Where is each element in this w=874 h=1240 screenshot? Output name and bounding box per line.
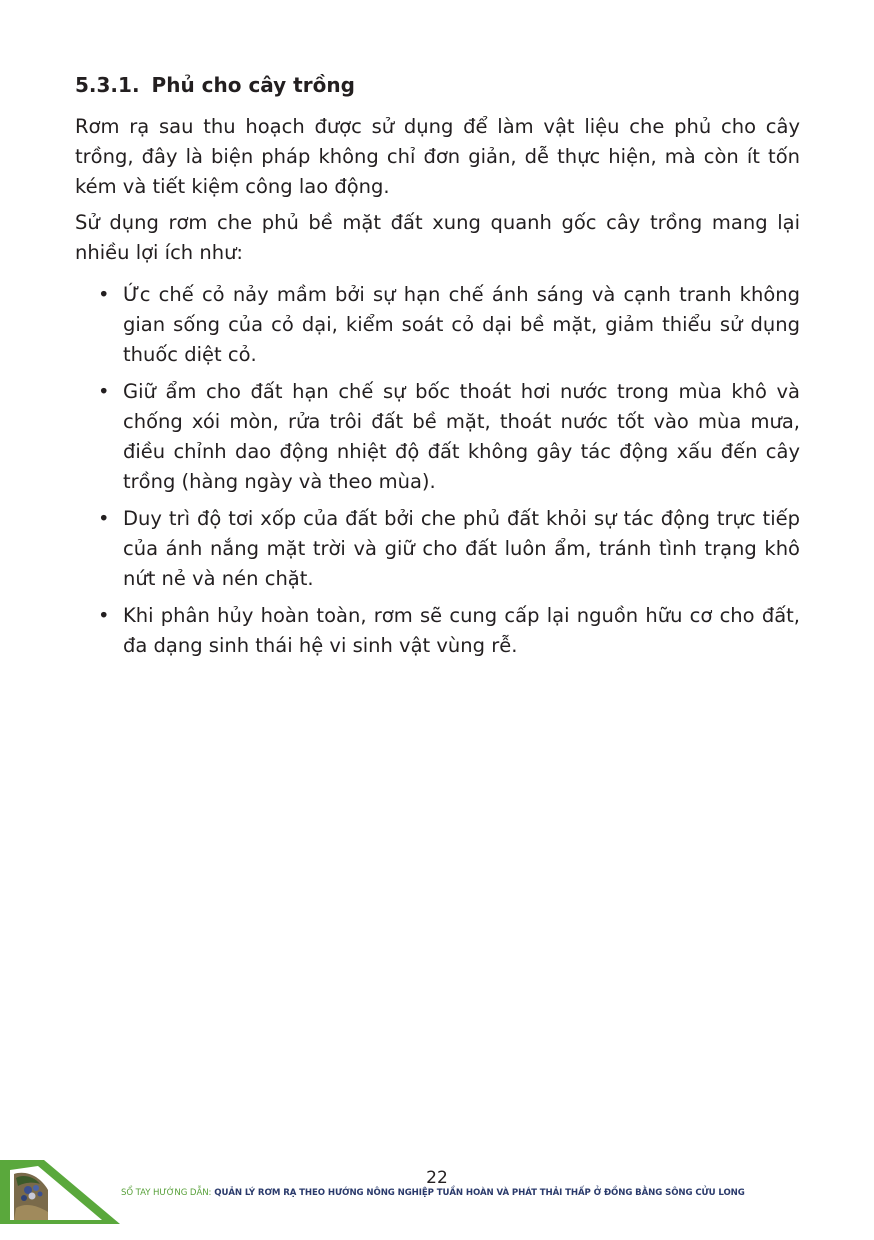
- list-item: [75, 280, 800, 370]
- intro-paragraph: Rơm rạ sau thu hoạch được sử dụng để làm vật liệu che phủ cho cây trồng, đây là biện pháp không chỉ đơn giản, dễ thực hiện, mà còn ít tốn kém và tiết kiệm công lao động.: [75, 115, 800, 198]
- list-item: [75, 504, 800, 594]
- section-number: 5.3.1.: [75, 73, 140, 97]
- list-item-text: Duy trì độ tơi xốp của đất bởi che phủ đất khỏi sự tác động trực tiếp của ánh nắng mặt trời và giữ cho đất luôn ẩm, tránh tình trạng khô nứt nẻ và nén chặt.: [123, 507, 800, 590]
- page-footer: [0, 1160, 874, 1240]
- page-number: 22: [426, 1168, 448, 1188]
- bullet-icon: •: [98, 604, 110, 627]
- bullet-icon: •: [98, 507, 110, 530]
- list-item-text: Giữ ẩm cho đất hạn chế sự bốc thoát hơi nước trong mùa khô và chống xói mòn, rửa trôi đất bề mặt, thoát nước tốt vào mùa mưa, điều chỉnh dao động nhiệt độ đất không gây tác động xấu đến cây trồng (hàng ngày và theo mùa).: [123, 380, 800, 493]
- footer-title: QUẢN LÝ RƠM RẠ THEO HƯỚNG NÔNG NGHIỆP TUẦN HOÀN VÀ PHÁT THẢI THẤP Ở ĐỒNG BẰNG SÔNG CỬU LONG: [214, 1188, 745, 1198]
- list-item-text: Ức chế cỏ nảy mầm bởi sự hạn chế ánh sáng và cạnh tranh không gian sống của cỏ dại, kiểm soát cỏ dại bề mặt, giảm thiểu sử dụng thuốc diệt cỏ.: [123, 283, 800, 366]
- footer-book-title: [121, 1187, 745, 1199]
- footer-prefix: SỔ TAY HƯỚNG DẪN:: [121, 1188, 212, 1198]
- section-title: Phủ cho cây trồng: [151, 73, 355, 97]
- section-heading: [75, 70, 355, 100]
- bullet-icon: •: [98, 283, 110, 306]
- bullet-icon: •: [98, 380, 110, 403]
- list-item: [75, 377, 800, 497]
- list-item: [75, 601, 800, 661]
- benefits-list: [75, 280, 800, 668]
- list-item-text: Khi phân hủy hoàn toàn, rơm sẽ cung cấp lại nguồn hữu cơ cho đất, đa dạng sinh thái hệ vi sinh vật vùng rễ.: [123, 604, 800, 657]
- benefits-intro-paragraph: Sử dụng rơm che phủ bề mặt đất xung quanh gốc cây trồng mang lại nhiều lợi ích như:: [75, 211, 800, 264]
